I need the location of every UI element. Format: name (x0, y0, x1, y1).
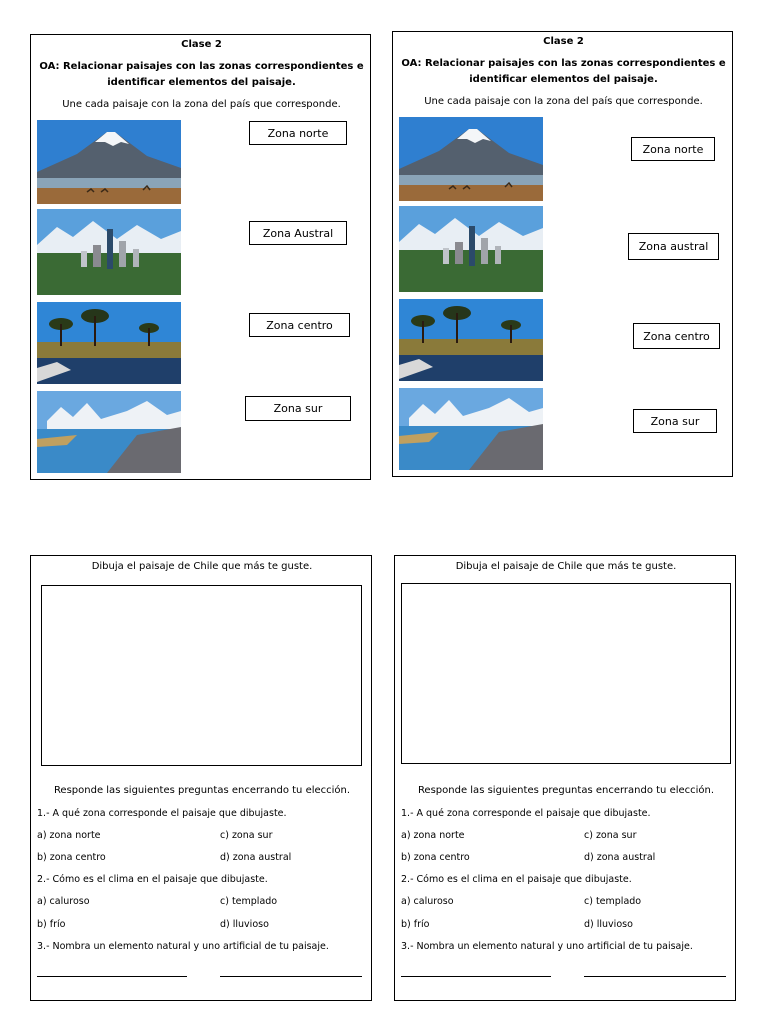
question-1: 1.- A qué zona corresponde el paisaje que dibujaste. (37, 808, 287, 819)
landscape-volcano-photo (37, 120, 181, 204)
match-instruction: Une cada paisaje con la zona del país que corresponde. (424, 96, 703, 107)
landscape-city-photo (399, 206, 543, 292)
draw-instruction: Dibuja el paisaje de Chile que más te guste. (91, 561, 313, 572)
option-2a[interactable]: a) caluroso (401, 896, 454, 907)
questions-intro: Responde las siguientes preguntas encerrando tu elección. (417, 785, 715, 796)
question-2: 2.- Cómo es el clima en el paisaje que dibujaste. (401, 874, 632, 885)
zone-label-austral[interactable]: Zona austral (628, 233, 719, 260)
zone-label-sur[interactable]: Zona sur (245, 396, 351, 421)
drawing-area[interactable] (401, 583, 731, 764)
option-1b[interactable]: b) zona centro (37, 852, 106, 863)
option-2b[interactable]: b) frío (401, 919, 430, 930)
option-1a[interactable]: a) zona norte (401, 830, 465, 841)
landscape-araucaria-lake-photo (37, 302, 181, 384)
answer-line-natural[interactable] (37, 976, 187, 977)
zone-label-norte[interactable]: Zona norte (631, 137, 715, 161)
option-2c[interactable]: c) templado (584, 896, 642, 907)
questions-intro: Responde las siguientes preguntas encerrando tu elección. (53, 785, 351, 796)
draw-instruction: Dibuja el paisaje de Chile que más te guste. (455, 561, 677, 572)
zone-label-norte[interactable]: Zona norte (249, 121, 347, 145)
option-2d[interactable]: d) lluvioso (584, 919, 633, 930)
landscape-city-photo (37, 209, 181, 295)
zone-label-sur[interactable]: Zona sur (633, 409, 717, 433)
option-1d[interactable]: d) zona austral (220, 852, 292, 863)
objective-line-1: OA: Relacionar paisajes con las zonas correspondientes e (401, 58, 726, 69)
match-sheet-right (392, 31, 733, 477)
draw-sheet-left (30, 555, 372, 1001)
objective-line-2: identificar elementos del paisaje. (469, 74, 658, 85)
option-1b[interactable]: b) zona centro (401, 852, 470, 863)
zone-label-centro[interactable]: Zona centro (633, 323, 720, 349)
question-1: 1.- A qué zona corresponde el paisaje que dibujaste. (401, 808, 651, 819)
option-2b[interactable]: b) frío (37, 919, 66, 930)
answer-line-artificial[interactable] (220, 976, 362, 977)
sheet-title: Clase 2 (543, 36, 584, 47)
option-2d[interactable]: d) lluvioso (220, 919, 269, 930)
draw-sheet-right (394, 555, 736, 1001)
sheet-title: Clase 2 (181, 39, 222, 50)
zone-label-centro[interactable]: Zona centro (249, 313, 350, 337)
match-instruction: Une cada paisaje con la zona del país que corresponde. (62, 99, 341, 110)
landscape-patagonia-photo (399, 388, 543, 470)
option-1c[interactable]: c) zona sur (584, 830, 637, 841)
drawing-area[interactable] (41, 585, 362, 766)
option-2c[interactable]: c) templado (220, 896, 278, 907)
objective-line-2: identificar elementos del paisaje. (107, 77, 296, 88)
answer-line-natural[interactable] (401, 976, 551, 977)
option-1d[interactable]: d) zona austral (584, 852, 656, 863)
question-3: 3.- Nombra un elemento natural y uno artificial de tu paisaje. (401, 941, 693, 952)
landscape-volcano-photo (399, 117, 543, 201)
match-sheet-left (30, 34, 371, 480)
landscape-patagonia-photo (37, 391, 181, 473)
question-3: 3.- Nombra un elemento natural y uno artificial de tu paisaje. (37, 941, 329, 952)
landscape-araucaria-lake-photo (399, 299, 543, 381)
option-2a[interactable]: a) caluroso (37, 896, 90, 907)
option-1c[interactable]: c) zona sur (220, 830, 273, 841)
objective-line-1: OA: Relacionar paisajes con las zonas correspondientes e (39, 61, 364, 72)
zone-label-austral[interactable]: Zona Austral (249, 221, 347, 245)
question-2: 2.- Cómo es el clima en el paisaje que dibujaste. (37, 874, 268, 885)
option-1a[interactable]: a) zona norte (37, 830, 101, 841)
answer-line-artificial[interactable] (584, 976, 726, 977)
